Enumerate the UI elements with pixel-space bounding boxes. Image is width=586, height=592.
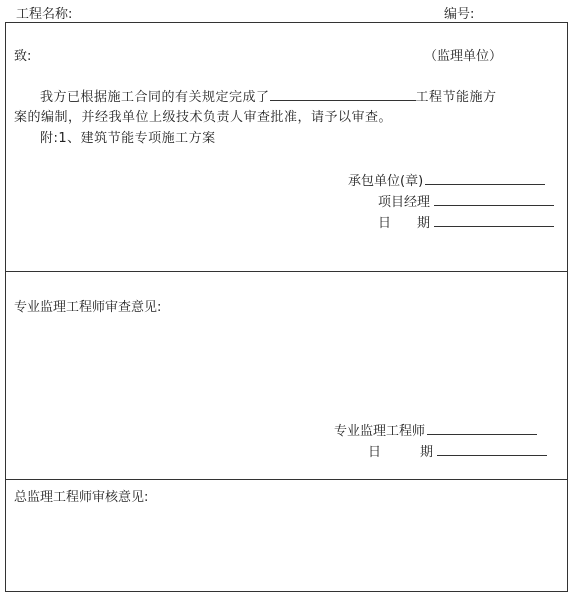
project-name-label: 工程名称: xyxy=(16,7,73,22)
number-label: 编号: xyxy=(444,7,475,22)
date-blank-1[interactable] xyxy=(434,212,554,227)
engineer-blank[interactable] xyxy=(427,420,537,435)
section-divider-2 xyxy=(5,479,568,480)
project-name-blank[interactable] xyxy=(270,86,416,101)
body-text-end: 工程节能施方 xyxy=(415,90,497,105)
application-body xyxy=(14,86,562,108)
engineer-review-title: 专业监理工程师审查意见: xyxy=(14,300,162,315)
contractor-label: 承包单位(章) xyxy=(348,174,424,189)
engineer-row xyxy=(334,420,537,439)
chief-review-title: 总监理工程师审核意见: xyxy=(14,490,149,505)
contractor-row xyxy=(348,170,545,189)
body-line-2: 案的编制，并经我单位上级技术负责人审查批准，请予以审查。 xyxy=(14,110,393,125)
manager-blank[interactable] xyxy=(434,191,554,206)
attachment-line: 附:1、建筑节能专项施工方案 xyxy=(40,131,216,146)
section-divider-1 xyxy=(5,271,568,272)
contractor-blank[interactable] xyxy=(425,170,545,185)
date-blank-2[interactable] xyxy=(437,441,547,456)
date-label-2: 日 期 xyxy=(368,445,434,460)
to-label: 致: xyxy=(14,49,32,64)
date-row-2 xyxy=(368,441,547,460)
manager-label: 项目经理 xyxy=(378,195,431,210)
supervisor-unit-label: （监理单位） xyxy=(424,49,503,64)
manager-row xyxy=(378,191,554,210)
engineer-label: 专业监理工程师 xyxy=(334,424,426,439)
date-row-1 xyxy=(378,212,554,231)
date-label-1: 日 期 xyxy=(378,216,431,231)
body-text-start: 我方已根据施工合同的有关规定完成了 xyxy=(40,90,270,105)
